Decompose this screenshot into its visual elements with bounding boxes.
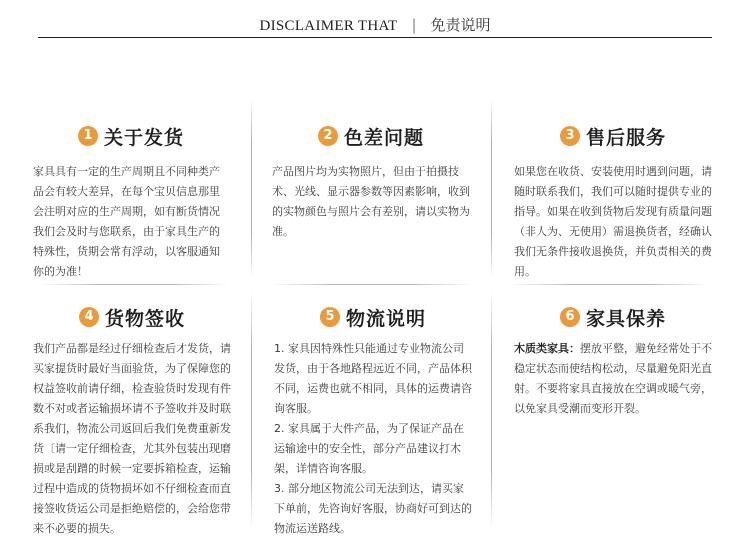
- section-body: [33, 339, 231, 539]
- section-paragraph: 1. 家具因特殊性只能通过专业物流公司发货，由于各地路程远近不同，产品体积不同，运费也就不相同，具体的运费请咨询客服。: [274, 342, 472, 415]
- section-number-badge: 1: [78, 126, 98, 146]
- column-divider: [251, 290, 252, 530]
- section-after-sales: [514, 122, 712, 282]
- section-title: 关于发货: [103, 126, 184, 149]
- section-paragraph: 2. 家具属于大件产品，为了保证产品在运输途中的安全性，部分产品建议打木架，详情咨询客服。: [274, 422, 464, 475]
- section-paragraph: 家具具有一定的生产周期且不同种类产品会有较大差异，在每个宝贝信息那里会注明对应的生产周期，如有断货情况我们会及时与您联系，由于家具生产的特殊性，货期会常有浮动，以客服通知你的为准！: [33, 165, 220, 278]
- section-color-difference: [272, 122, 470, 242]
- section-heading: [274, 303, 472, 331]
- column-divider: [491, 290, 492, 530]
- header-title-en: DISCLAIMER THAT: [259, 18, 398, 34]
- section-paragraph: 3. 部分地区物流公司无法到达，请买家下单前，先咨询好客服，协商好可到达的物流运送路线。: [274, 482, 472, 535]
- section-heading: [33, 122, 229, 150]
- section-title: 家具保养: [585, 307, 666, 330]
- section-number-badge: 3: [560, 126, 580, 146]
- section-delivery-receipt: [33, 303, 231, 539]
- row-divider: [272, 284, 472, 285]
- section-title: 货物签收: [104, 307, 185, 330]
- section-number-badge: 4: [79, 307, 99, 327]
- section-title: 物流说明: [345, 307, 426, 330]
- section-title: 色差问题: [343, 126, 424, 149]
- care-label: 木质类家具：: [514, 342, 580, 355]
- section-body: [514, 339, 712, 419]
- row-divider: [40, 284, 230, 285]
- header-title-cn: 免责说明: [430, 16, 491, 34]
- column-divider: [251, 98, 252, 278]
- header-title: [0, 16, 750, 35]
- section-paragraph: 我们产品都是经过仔细检查后才发货，请买家提货时最好当面验货，为了保障您的权益签收前请仔细，检查验货时发现有件数不对或者运输损坏请不予签收并及时联系我们，物流公司返回后我们免费重新发货〔请一定仔细检查，尤其外包装出现磨损或是刮蹭的时候一定要拆箱检查，运输过程中造成的货物损坏如不仔细检查而直接签收货运公司是拒绝赔偿的，会给您带来不必要的损失。: [33, 342, 231, 535]
- section-number-badge: 6: [560, 307, 580, 327]
- header-rule: [38, 37, 712, 38]
- care-text: 摆放平整，避免经常处于不稳定状态而使结构松动，尽量避免阳光直射。不要将家具直接放在空调或暖气旁，以免家具受潮而变形开裂。: [514, 342, 712, 415]
- section-paragraph: 如果您在收货、安装使用时遇到问题，请随时联系我们，我们可以随时提供专业的指导。如果在收到货物后发现有质量问题（非人为、无使用）需退换货者，经确认我们无条件接收退换货，并负责相关的费用。: [514, 165, 712, 278]
- section-body: [514, 162, 712, 282]
- header: [0, 0, 750, 44]
- section-shipping: [33, 122, 229, 282]
- section-body: [274, 339, 472, 539]
- section-heading: [272, 122, 470, 150]
- row-divider: [510, 284, 710, 285]
- section-number-badge: 5: [320, 307, 340, 327]
- section-logistics: [274, 303, 472, 539]
- section-paragraph: 产品图片均为实物照片，但由于拍摄技术、光线、显示器参数等因素影响，收到的实物颜色与照片会有差别，请以实物为准。: [272, 165, 470, 238]
- section-title: 售后服务: [585, 126, 666, 149]
- section-body: [272, 162, 470, 242]
- section-heading: [514, 303, 712, 331]
- section-paragraph: [514, 339, 712, 419]
- header-separator: |: [411, 16, 417, 34]
- section-heading: [33, 303, 231, 331]
- section-heading: [514, 122, 712, 150]
- section-number-badge: 2: [318, 126, 338, 146]
- section-body: [33, 162, 229, 282]
- column-divider: [491, 98, 492, 278]
- section-furniture-care: [514, 303, 712, 419]
